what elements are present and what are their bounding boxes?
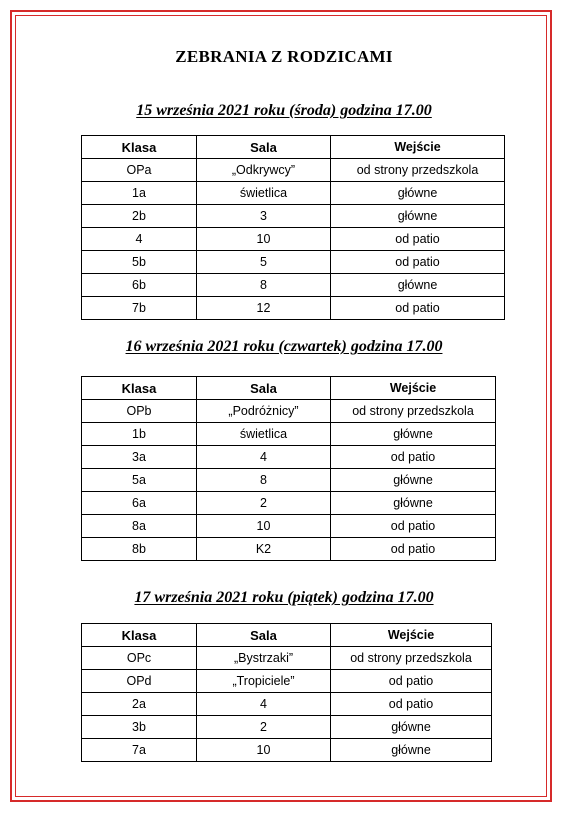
cell-klasa: OPa: [82, 159, 197, 182]
header-klasa: Klasa: [82, 136, 197, 159]
cell-klasa: 7b: [82, 297, 197, 320]
cell-sala: 12: [197, 297, 331, 320]
cell-sala: 3: [197, 205, 331, 228]
cell-klasa: 1a: [82, 182, 197, 205]
cell-wejscie: główne: [331, 739, 492, 762]
cell-wejscie: od strony przedszkola: [331, 647, 492, 670]
cell-klasa: 6b: [82, 274, 197, 297]
section-heading-3: 17 września 2021 roku (piątek) godzina 17.00: [134, 589, 434, 606]
cell-wejscie: od patio: [331, 446, 496, 469]
cell-wejscie: od patio: [331, 515, 496, 538]
cell-klasa: OPb: [82, 400, 197, 423]
cell-sala: 10: [197, 228, 331, 251]
cell-klasa: 8b: [82, 538, 197, 561]
table-row: [82, 739, 492, 762]
cell-wejscie: główne: [331, 469, 496, 492]
table-row: [82, 492, 496, 515]
cell-sala: „Odkrywcy”: [197, 159, 331, 182]
table-row: [82, 446, 496, 469]
cell-wejscie: od patio: [331, 297, 505, 320]
cell-sala: 2: [197, 492, 331, 515]
header-sala: Sala: [197, 136, 331, 159]
cell-klasa: 3a: [82, 446, 197, 469]
section-heading-2: 16 września 2021 roku (czwartek) godzina 17.00: [125, 338, 443, 355]
table-row: [82, 205, 505, 228]
table-row: [82, 693, 492, 716]
cell-wejscie: od patio: [331, 670, 492, 693]
cell-sala: świetlica: [197, 423, 331, 446]
header-klasa: Klasa: [82, 624, 197, 647]
table-row: [82, 297, 505, 320]
cell-wejscie: od patio: [331, 251, 505, 274]
table-row: [82, 274, 505, 297]
cell-sala: „Podróżnicy”: [197, 400, 331, 423]
table-row: [82, 159, 505, 182]
cell-wejscie: główne: [331, 182, 505, 205]
cell-wejscie: od patio: [331, 693, 492, 716]
schedule-table-2: [81, 376, 496, 561]
schedule-table-1: [81, 135, 505, 320]
cell-sala: 8: [197, 469, 331, 492]
section-heading-1: 15 września 2021 roku (środa) godzina 17.00: [136, 102, 432, 119]
cell-sala: 4: [197, 693, 331, 716]
cell-wejscie: od strony przedszkola: [331, 159, 505, 182]
cell-wejscie: główne: [331, 205, 505, 228]
table-row: [82, 251, 505, 274]
cell-klasa: 5b: [82, 251, 197, 274]
cell-sala: 8: [197, 274, 331, 297]
table-row: [82, 400, 496, 423]
table-header-row: [82, 136, 505, 159]
table-row: [82, 228, 505, 251]
table-header-row: [82, 377, 496, 400]
cell-sala: 2: [197, 716, 331, 739]
cell-sala: 10: [197, 739, 331, 762]
header-wejscie: Wejście: [331, 624, 492, 647]
table-row: [82, 647, 492, 670]
header-wejscie: Wejście: [331, 136, 505, 159]
table-row: [82, 469, 496, 492]
cell-sala: „Tropiciele”: [197, 670, 331, 693]
cell-klasa: 8a: [82, 515, 197, 538]
cell-sala: 5: [197, 251, 331, 274]
cell-klasa: 1b: [82, 423, 197, 446]
cell-wejscie: główne: [331, 492, 496, 515]
cell-klasa: 3b: [82, 716, 197, 739]
cell-sala: 4: [197, 446, 331, 469]
header-sala: Sala: [197, 377, 331, 400]
table-row: [82, 716, 492, 739]
table-row: [82, 670, 492, 693]
cell-wejscie: główne: [331, 716, 492, 739]
table-row: [82, 515, 496, 538]
cell-klasa: 4: [82, 228, 197, 251]
cell-klasa: 7a: [82, 739, 197, 762]
table-row: [82, 182, 505, 205]
cell-klasa: 5a: [82, 469, 197, 492]
table-row: [82, 423, 496, 446]
cell-klasa: 6a: [82, 492, 197, 515]
cell-klasa: 2a: [82, 693, 197, 716]
cell-sala: 10: [197, 515, 331, 538]
schedule-table-3: [81, 623, 492, 762]
cell-wejscie: od patio: [331, 228, 505, 251]
cell-klasa: 2b: [82, 205, 197, 228]
cell-sala: „Bystrzaki”: [197, 647, 331, 670]
cell-wejscie: od strony przedszkola: [331, 400, 496, 423]
cell-wejscie: główne: [331, 423, 496, 446]
cell-wejscie: główne: [331, 274, 505, 297]
cell-wejscie: od patio: [331, 538, 496, 561]
table-row: [82, 538, 496, 561]
table-header-row: [82, 624, 492, 647]
header-sala: Sala: [197, 624, 331, 647]
header-wejscie: Wejście: [331, 377, 496, 400]
header-klasa: Klasa: [82, 377, 197, 400]
cell-sala: K2: [197, 538, 331, 561]
cell-sala: świetlica: [197, 182, 331, 205]
page-title: ZEBRANIA Z RODZICAMI: [175, 47, 393, 66]
cell-klasa: OPc: [82, 647, 197, 670]
cell-klasa: OPd: [82, 670, 197, 693]
